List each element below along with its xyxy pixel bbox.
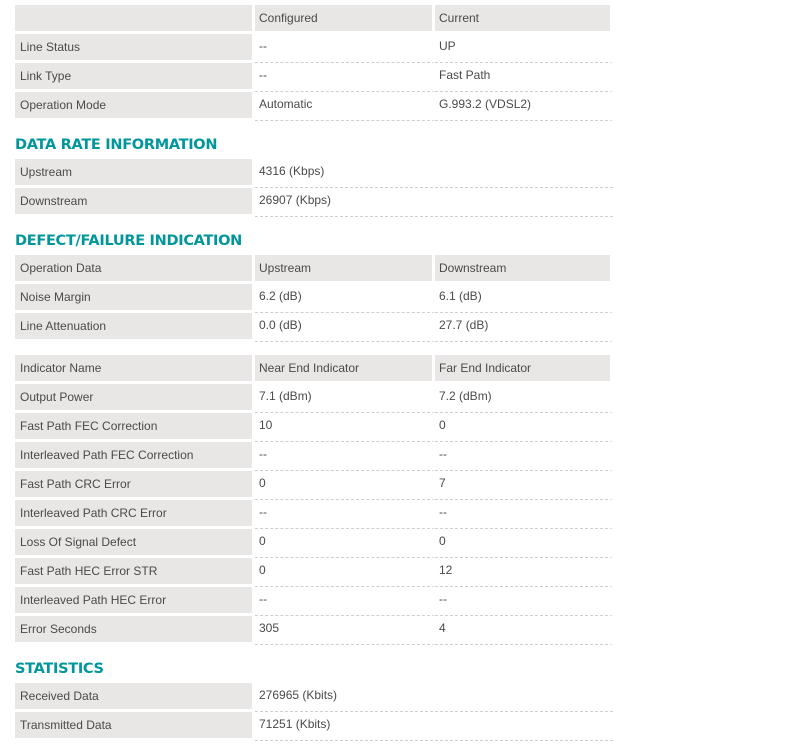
- table-row: [15, 284, 613, 313]
- near-end-value: 0: [255, 529, 435, 558]
- row-label: Fast Path FEC Correction: [15, 413, 255, 442]
- table-row: [15, 558, 613, 587]
- near-end-value: 305: [255, 616, 435, 645]
- indicator-table: [15, 355, 613, 645]
- table-row: [15, 587, 613, 616]
- row-label: Upstream: [15, 159, 255, 188]
- table-row: [15, 500, 613, 529]
- header-configured: Configured: [255, 5, 435, 34]
- current-value: Fast Path: [435, 63, 613, 92]
- row-label: Downstream: [15, 188, 255, 217]
- row-value: 4316 (Kbps): [255, 159, 613, 188]
- row-label: Loss Of Signal Defect: [15, 529, 255, 558]
- downstream-value: 6.1 (dB): [435, 284, 613, 313]
- operation-data-table: [15, 255, 613, 342]
- far-end-value: --: [435, 500, 613, 529]
- far-end-value: --: [435, 587, 613, 616]
- current-value: UP: [435, 34, 613, 63]
- table-row: [15, 313, 613, 342]
- far-end-value: 0: [435, 413, 613, 442]
- far-end-value: 7.2 (dBm): [435, 384, 613, 413]
- header-upstream: Upstream: [255, 255, 435, 284]
- near-end-value: 10: [255, 413, 435, 442]
- row-label: Interleaved Path CRC Error: [15, 500, 255, 529]
- header-far-end: Far End Indicator: [435, 355, 613, 384]
- row-value: 26907 (Kbps): [255, 188, 613, 217]
- table-row: [15, 683, 613, 712]
- row-label: Line Status: [15, 34, 255, 63]
- table-row: [15, 413, 613, 442]
- table-row: [15, 471, 613, 500]
- dsl-status-panel: [15, 0, 613, 741]
- table-header-row: [15, 355, 613, 384]
- table-row: [15, 159, 613, 188]
- near-end-value: 0: [255, 471, 435, 500]
- row-label: Transmitted Data: [15, 712, 255, 741]
- header-empty-cell: [15, 5, 255, 34]
- header-operation-data: Operation Data: [15, 255, 255, 284]
- table-row: [15, 92, 613, 121]
- near-end-value: --: [255, 500, 435, 529]
- row-label: Interleaved Path FEC Correction: [15, 442, 255, 471]
- far-end-value: 12: [435, 558, 613, 587]
- table-row: [15, 34, 613, 63]
- row-label: Noise Margin: [15, 284, 255, 313]
- line-status-table: [15, 5, 613, 121]
- row-label: Fast Path HEC Error STR: [15, 558, 255, 587]
- table-row: [15, 712, 613, 741]
- configured-value: Automatic: [255, 92, 435, 121]
- near-end-value: 7.1 (dBm): [255, 384, 435, 413]
- downstream-value: 27.7 (dB): [435, 313, 613, 342]
- configured-value: --: [255, 34, 435, 63]
- near-end-value: --: [255, 587, 435, 616]
- table-row: [15, 616, 613, 645]
- row-label: Line Attenuation: [15, 313, 255, 342]
- section-title-data-rate: DATA RATE INFORMATION: [15, 137, 218, 153]
- table-row: [15, 442, 613, 471]
- section-title-statistics: STATISTICS: [15, 661, 104, 677]
- current-value: G.993.2 (VDSL2): [435, 92, 613, 121]
- row-label: Link Type: [15, 63, 255, 92]
- configured-value: --: [255, 63, 435, 92]
- row-value: 71251 (Kbits): [255, 712, 613, 741]
- far-end-value: 4: [435, 616, 613, 645]
- upstream-value: 0.0 (dB): [255, 313, 435, 342]
- table-row: [15, 188, 613, 217]
- table-header-row: [15, 5, 613, 34]
- section-title-defect: DEFECT/FAILURE INDICATION: [15, 233, 242, 249]
- table-row: [15, 63, 613, 92]
- row-label: Received Data: [15, 683, 255, 712]
- row-label: Output Power: [15, 384, 255, 413]
- table-row: [15, 529, 613, 558]
- row-value: 276965 (Kbits): [255, 683, 613, 712]
- far-end-value: 7: [435, 471, 613, 500]
- far-end-value: --: [435, 442, 613, 471]
- near-end-value: 0: [255, 558, 435, 587]
- row-label: Error Seconds: [15, 616, 255, 645]
- statistics-table: [15, 683, 613, 741]
- header-current: Current: [435, 5, 613, 34]
- row-label: Fast Path CRC Error: [15, 471, 255, 500]
- table-header-row: [15, 255, 613, 284]
- row-label: Interleaved Path HEC Error: [15, 587, 255, 616]
- near-end-value: --: [255, 442, 435, 471]
- row-label: Operation Mode: [15, 92, 255, 121]
- table-row: [15, 384, 613, 413]
- data-rate-table: [15, 159, 613, 217]
- header-downstream: Downstream: [435, 255, 613, 284]
- header-indicator-name: Indicator Name: [15, 355, 255, 384]
- header-near-end: Near End Indicator: [255, 355, 435, 384]
- far-end-value: 0: [435, 529, 613, 558]
- upstream-value: 6.2 (dB): [255, 284, 435, 313]
